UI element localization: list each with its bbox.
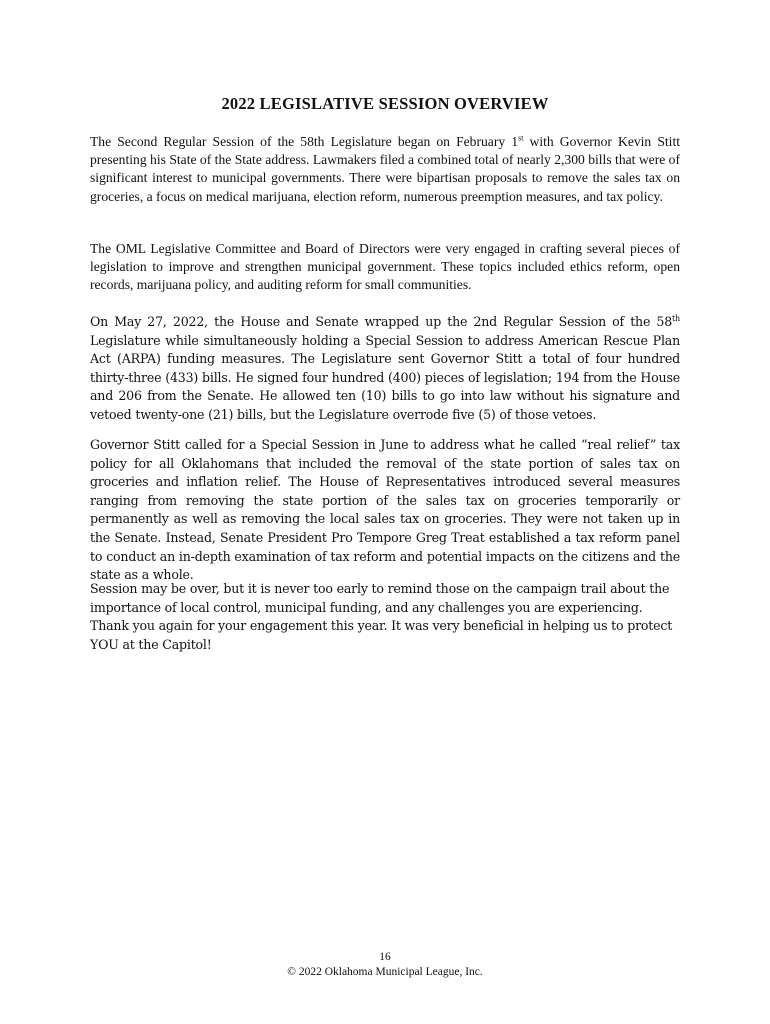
copyright-notice: © 2022 Oklahoma Municipal League, Inc. bbox=[287, 966, 483, 978]
paragraph-text: with Governor Kevin Stitt presenting his State of the State address. Lawmakers filed a combined total of nearly 2,300 bills that were of significant interest to municipal governments. There were bipartisan proposals to remove the sales tax on groceries, a focus on medical marijuana, election reform, numerous preemption measures, and tax policy. bbox=[90, 134, 680, 204]
paragraph-special-session: Governor Stitt called for a Special Session in June to address what he called “real relief” tax policy for all Oklahomans that included the removal of the state portion of sales tax on groceries and inflation relief. The House of Representatives introduced several measures ranging from removing the state portion of the sales tax on groceries temporarily or permanently as well as removing the local sales tax on groceries. They were not taken up in the Senate. Instead, Senate President Pro Tempore Greg Treat established a tax reform panel to conduct an in-depth examination of tax reform and potential impacts on the citizens and the state as a whole. bbox=[90, 437, 680, 583]
paragraph-closing: Session may be over, but it is never too early to remind those on the campaign trail about the importance of local control, municipal funding, and any challenges you are experiencing. Thank you again for your engagement this year. It was very beneficial in helping us to protect YOU at the Capitol! bbox=[90, 581, 673, 652]
paragraph-committee: The OML Legislative Committee and Board of Directors were very engaged in crafting several pieces of legislation to improve and strengthen municipal government. These topics included ethics reform, open records, marijuana policy, and auditing reform for small communities. bbox=[90, 241, 680, 293]
paragraph-text: The Second Regular Session of the 58th Legislature began on February 1 bbox=[90, 134, 519, 149]
paragraph-session-end bbox=[90, 313, 680, 425]
page-title: 2022 LEGISLATIVE SESSION OVERVIEW bbox=[221, 94, 549, 113]
paragraph-session-start bbox=[90, 133, 680, 206]
page-number: 16 bbox=[379, 951, 391, 963]
paragraph-text: Legislature while simultaneously holding a Special Session to address American Rescue Plan Act (ARPA) funding measures. The Legislature sent Governor Stitt a total of four hundred thirty-three (433) bills. He signed four hundred (400) pieces of legislation; 194 from the House and 206 from the Senate. He allowed ten (10) bills to go into law without his signature and vetoed twenty-one (21) bills, but the Legislature overrode five (5) of those vetoes. bbox=[90, 332, 680, 422]
ordinal-suffix: st bbox=[518, 133, 524, 143]
paragraph-text: On May 27, 2022, the House and Senate wrapped up the 2nd Regular Session of the 58 bbox=[90, 314, 673, 329]
ordinal-suffix: th bbox=[672, 313, 680, 323]
